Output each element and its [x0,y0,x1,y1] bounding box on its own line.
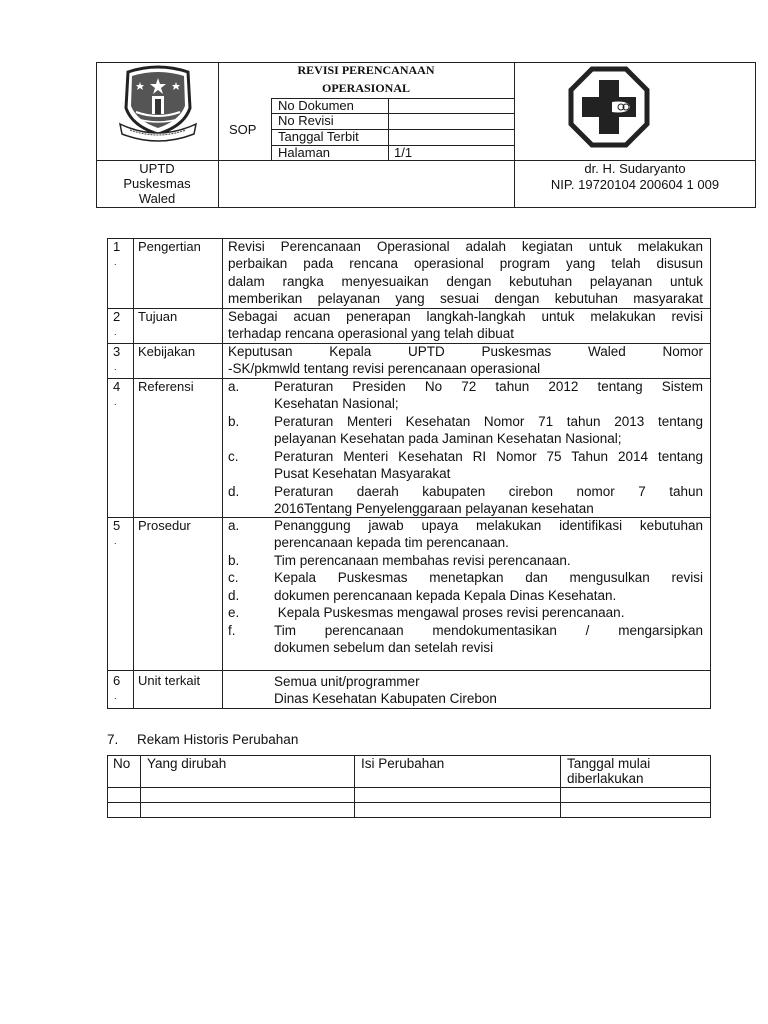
list-item [228,483,703,518]
body-line: Semua unit/programmer [274,674,420,689]
field-label-no-revisi: No Revisi [278,113,334,128]
body-line: perbaikan pada rencana operasional program yang telah disusun [228,256,703,272]
history-col-yang-dirubah: Yang dirubah [147,756,227,771]
list-letter: b. [228,414,240,429]
field-label-halaman: Halaman [278,145,331,160]
body-line: Peraturan Presiden No 72 tahun 2012 tentang Sistem [274,379,703,394]
body-line: Tim perencanaan membahas revisi perencanaan. [274,553,571,568]
list-letter: e. [228,605,240,621]
field-value-halaman: 1/1 [394,145,413,160]
history-col-line: diberlakukan [567,771,644,786]
signatory [514,161,756,193]
history-col-tanggal [567,756,650,786]
section-number: 4 [113,379,121,394]
section-title-prosedur: Prosedur [138,518,191,533]
body-line: dokumen perencanaan kepada Kepala Dinas Kesehatan. [274,587,617,603]
regency-crest-icon [118,64,198,142]
section-number-dot: . [114,362,117,372]
section-body-unit-terkait [274,673,703,708]
field-label-tanggal-terbit: Tanggal Terbit [278,129,359,144]
section-title-kebijakan: Kebijakan [138,344,196,359]
body-line: terhadap rencana operasional yang telah dibuat [228,326,514,342]
body-line: pelayanan Kesehatan pada Jaminan Kesehatan Nasional; [274,431,622,447]
section-title-pengertian: Pengertian [138,239,201,254]
list-item [228,413,703,448]
list-item [228,569,703,586]
body-line: Peraturan Menteri Kesehatan RI Nomor 75 Tahun 2014 tentang [274,449,703,464]
body-line: 2016Tentang Penyelenggaraan pelayanan kesehatan [274,501,594,517]
body-line: Tim perencanaan mendokumentasikan / mengarsipkan [274,622,703,638]
document-title [218,61,514,97]
body-line: Peraturan daerah kabupaten cirebon nomor 7 tahun [274,484,703,499]
body-line: -SK/pkmwld tentang revisi perencanaan operasional [228,361,541,377]
unit-line: UPTD [139,161,175,176]
list-letter: b. [228,553,240,568]
body-line: dokumen sebelum dan setelah revisi [274,639,494,655]
list-letter: c. [228,570,239,586]
body-line: dalam rangka menyesuaikan dengan kebutuhan pelayanan untuk [228,273,703,289]
signatory-nip: NIP. 19720104 200604 1 009 [550,177,720,192]
section-number: 3 [113,344,121,359]
list-letter: a. [228,379,240,394]
field-label-no-dokumen: No Dokumen [278,98,354,113]
history-col-line: Tanggal mulai [567,756,651,771]
body-line: Kepala Puskesmas menetapkan dan mengusulkan revisi [274,570,703,586]
section-title-unit-terkait: Unit terkait [138,673,201,688]
body-line: perencanaan kepada tim perencanaan. [274,535,509,551]
unit-line: Puskesmas [123,176,191,191]
unit-line: Waled [138,191,176,206]
section-number-dot: . [114,397,117,407]
section-body-pengertian [228,238,703,308]
section-number: 6 [113,673,121,688]
history-col-no: No [113,756,131,771]
body-line: Revisi Perencanaan Operasional adalah kegiatan untuk melakukan [228,239,703,254]
section-number-dot: . [114,327,117,337]
list-letter: d. [228,484,240,499]
list-item [228,604,703,621]
body-line: Kesehatan Nasional; [274,396,399,412]
sop-label: SOP [229,122,257,137]
section-number-dot: . [114,691,117,701]
puskesmas-cross-icon [568,66,650,148]
section-body-tujuan [228,308,703,343]
title-line: OPERASIONAL [321,81,410,95]
section-body-prosedur [228,517,703,657]
section-number-dot: . [114,536,117,546]
body-line: Penanggung jawab upaya melakukan identifikasi kebutuhan [274,518,703,533]
list-item [228,378,703,413]
body-line: Peraturan Menteri Kesehatan Nomor 71 tahun 2013 tentang [274,414,703,429]
section-body-referensi [228,378,703,518]
section-number: 1 [113,239,121,254]
list-item [228,448,703,483]
section-number: 5 [113,518,121,533]
signatory-name: dr. H. Sudaryanto [584,161,686,176]
title-line: REVISI PERENCANAAN [297,63,435,77]
list-item [228,587,703,604]
body-line: Keputusan Kepala UPTD Puskesmas Waled Nomor [228,344,703,359]
list-item [228,622,703,657]
history-col-isi-perubahan: Isi Perubahan [361,756,445,771]
history-heading-number: 7. [107,732,119,747]
section-title-referensi: Referensi [138,379,194,394]
list-letter: f. [228,622,236,638]
list-letter: c. [228,449,239,464]
body-line: Sebagai acuan penerapan langkah-langkah untuk melakukan revisi [228,309,703,324]
list-letter: a. [228,518,240,533]
history-heading: Rekam Historis Perubahan [137,732,299,747]
body-line: Dinas Kesehatan Kabupaten Cirebon [274,691,497,707]
history-divider [107,802,711,803]
history-divider [107,787,711,788]
body-line: Pusat Kesehatan Masyarakat [274,466,451,482]
body-line: memberikan pelayanan yang sesuai dengan kebutuhan masyarakat [228,291,703,307]
list-letter: d. [228,587,240,603]
body-line: Kepala Puskesmas mengawal proses revisi perencanaan. [274,605,625,621]
content-divider [107,670,711,671]
list-item [228,552,703,569]
unit-name [96,161,218,206]
section-body-kebijakan [228,343,703,378]
section-number: 2 [113,309,121,324]
section-number-dot: . [114,257,117,267]
list-item [228,517,703,552]
section-title-tujuan: Tujuan [138,309,178,324]
